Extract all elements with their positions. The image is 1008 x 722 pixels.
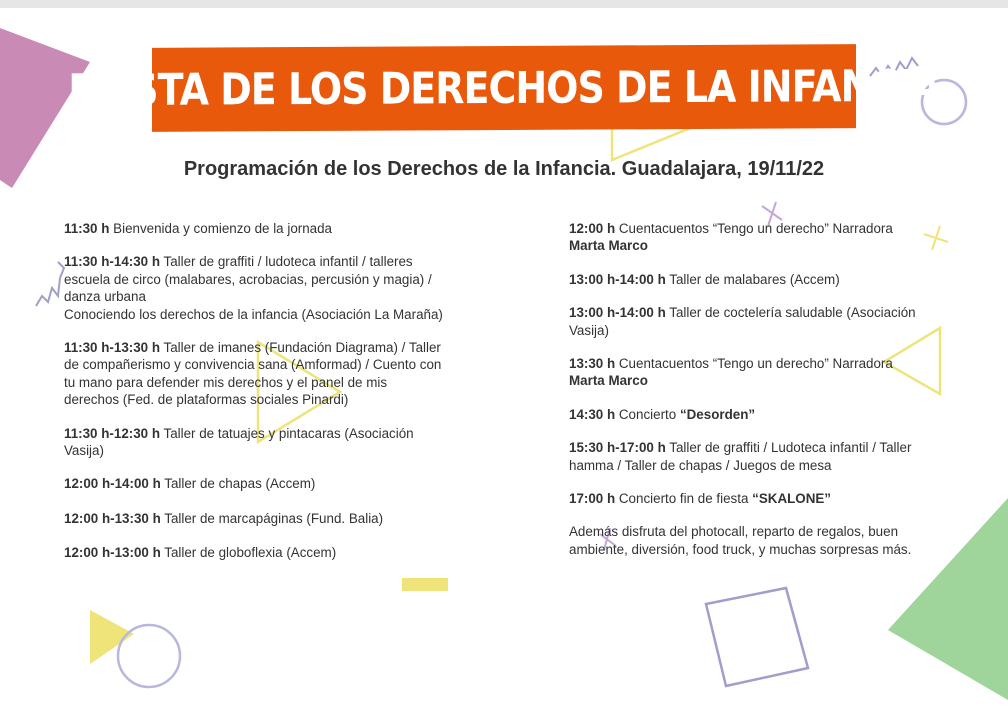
entry-text: Concierto	[618, 406, 677, 422]
entry-performer: “SKALONE”	[752, 491, 832, 507]
entry-text: Taller de malabares (Accem)	[669, 271, 840, 287]
schedule-entry	[64, 544, 444, 561]
square-outline	[706, 588, 808, 686]
entry-time: 13:00 h-14:00 h	[569, 271, 666, 287]
entry-time: 12:00 h	[569, 221, 616, 236]
entry-performer: Marta Marco	[569, 238, 648, 254]
entry-text: Bienvenida y comienzo de la jornada	[113, 221, 333, 236]
entry-time: 17:00 h	[569, 491, 616, 507]
page-title: FIESTA DE LOS DERECHOS DE LA INFANCIA	[68, 60, 940, 116]
entry-text: Taller de graffiti / Ludoteca infantil / Taller hamma / Taller de chapas / Juegos de mesa	[569, 440, 912, 473]
schedule-entry	[64, 510, 444, 527]
left-schedule-column	[64, 220, 444, 578]
entry-time: 11:30 h	[64, 221, 110, 236]
schedule-entry	[569, 220, 949, 255]
entry-time: 12:00 h-13:30 h	[64, 510, 161, 526]
entry-text-2: Conociendo los derechos de la infancia (Asociación La Maraña)	[64, 306, 443, 322]
entry-text: Taller de coctelería saludable (Asociación Vasija)	[569, 305, 916, 338]
schedule-entry	[64, 425, 444, 460]
yellow-bar	[402, 578, 448, 591]
entry-text: Taller de marcapáginas (Fund. Balia)	[164, 510, 384, 526]
schedule-entry	[569, 304, 949, 339]
closing-note: Además disfruta del photocall, reparto de regalos, buen ambiente, diversión, food truck, y muchas sorpresas más.	[569, 524, 912, 557]
entry-time: 12:00 h-14:00 h	[64, 476, 161, 492]
circle-bottom-left	[118, 625, 180, 687]
entry-text: Taller de globoflexia (Accem)	[164, 545, 337, 561]
entry-time: 12:00 h-13:00 h	[64, 545, 161, 561]
schedule-entry	[569, 271, 949, 288]
entry-time: 13:30 h	[569, 356, 616, 372]
yellow-triangle-filled	[90, 610, 134, 664]
zigzag-left	[36, 262, 64, 306]
subtitle: Programación de los Derechos de la Infancia. Guadalajara, 19/11/22	[183, 158, 825, 180]
entry-text: Taller de graffiti / ludoteca infantil / talleres escuela de circo (malabares, acrobacias, percusión y magia) / danza urbana	[64, 254, 432, 305]
entry-time: 11:30 h-12:30 h	[64, 425, 161, 441]
entry-time: 11:30 h-13:30 h	[64, 340, 161, 356]
schedule-entry	[569, 355, 949, 390]
entry-text: Taller de tatuajes y pintacaras (Asociación Vasija)	[64, 425, 414, 459]
entry-time: 11:30 h-14:30 h	[64, 254, 161, 270]
entry-text: Taller de imanes (Fundación Diagrama) / Taller de compañerismo y convivencia sana (Amformad) / Cuento con tu mano para defender mis derechos y el panel de mis derechos (Fed. de plataformas sociales Pinardi)	[64, 340, 442, 408]
schedule-entry	[569, 406, 949, 423]
entry-performer: “Desorden”	[679, 406, 756, 422]
right-schedule-column	[569, 220, 949, 574]
title-banner	[68, 44, 940, 132]
entry-text: Taller de chapas (Accem)	[164, 476, 316, 492]
schedule-entry	[64, 339, 444, 409]
schedule-entry	[64, 475, 444, 492]
schedule-entry	[569, 490, 949, 507]
schedule-entry	[64, 220, 444, 237]
entry-text: Cuentacuentos “Tengo un derecho” Narradora	[618, 221, 893, 236]
entry-time: 13:00 h-14:00 h	[569, 305, 666, 321]
entry-text: Concierto fin de fiesta	[618, 491, 749, 507]
entry-performer: Marta Marco	[569, 373, 648, 389]
entry-text: Cuentacuentos “Tengo un derecho” Narradora	[618, 356, 893, 372]
entry-time: 14:30 h	[569, 406, 616, 422]
entry-time: 15:30 h-17:00 h	[569, 440, 666, 456]
schedule-entry	[569, 439, 949, 474]
schedule-entry	[64, 253, 444, 323]
